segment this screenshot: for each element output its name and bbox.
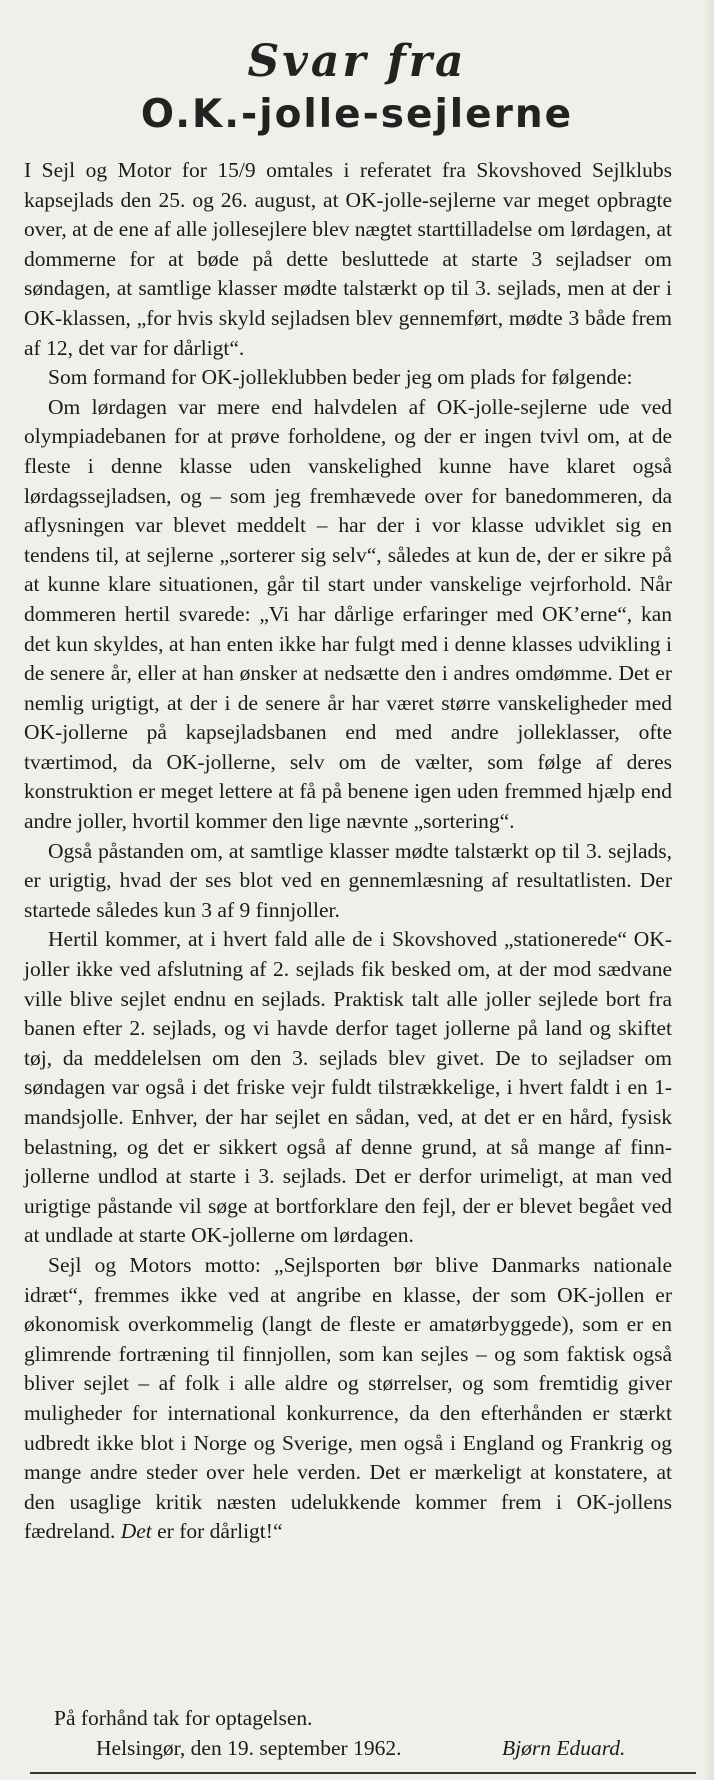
paragraph-4: Også påstanden om, at samtlige klasser mødte talstærkt op til 3. sejlads, er urigtig, hvad der ses blot ved en gennemlæsning af resultatlisten. Der startede således kun 3 af 9 finnjoller. (24, 838, 672, 922)
article-body (24, 156, 672, 1547)
paragraph-6-main: Sejl og Motors motto: „Sejlsporten bør blive Danmarks nationale idræt“, fremmes ikke ved at angribe en klasse, der som OK-jollen er økonomisk overkommelig (langt de fleste er amatørbyggede), som er en glimrende fortræning til finnjollen, som kan sejles – og som faktisk også bliver sejlet – af folk i alle aldre og størrelser, og som fremtidig giver muligheder for international konkurrence, da den efterhånden er stærkt udbredt ikke blot i Norge og Sverige, men også i England og Frankrig og mange andre steder over hele verden. Det er mærkeligt at konstatere, at den usaglige kritik næsten udelukkende kommer frem i OK-jollens fædreland. (24, 1252, 672, 1544)
paragraph-6 (24, 1251, 672, 1547)
paragraph-6-tail: er for dårligt!“ (151, 1519, 283, 1544)
signature: Bjørn Eduard. (502, 1736, 626, 1760)
bottom-divider (30, 1772, 696, 1774)
paragraph-6-italic: Det (120, 1519, 152, 1544)
place-date: Helsingør, den 19. september 1962. (96, 1736, 402, 1760)
paragraph-5: Hertil kommer, at i hvert fald alle de i Skovshoved „stationerede“ OK-joller ikke ved afslutning af 2. sejlads fik besked om, at der mod sædvane ville blive sejlet endnu en sejlads. Praktisk talt alle joller sejlede bort fra banen efter 2. sejlads, og vi havde derfor taget jollerne på land og skiftet tøj, da meddelelsen om den 3. sejlads blev givet. De to sejladser om søndagen var også i det friske vejr fuldt tilstrækkelige, i hvert faldt i en 1-mandsjolle. Enhver, der har sejlet en sådan, ved, at det er en hård, fysisk belastning, og det er sikkert også af denne grund, at så mange af finn-jollerne undlod at starte i 3. sejlads. Det er derfor urimeligt, at man ved urigtige påstande vil søge at bortforklare den fejl, der er blevet begået ved at undlade at starte OK-jollerne om lørdagen. (24, 927, 672, 1248)
paragraph-3: Om lørdagen var mere end halvdelen af OK-jolle-sejlerne ude ved olympiadebanen for at prøve forholdene, og der er ingen tvivl om, at de fleste i denne klasse uden vanskelighed kunne have klaret også lørdagssejladsen, og – som jeg fremhævede over for banedommeren, da aflysningen var blevet meddelt – har der i vor klasse udviklet sig en tendens til, at sejlerne „sorterer sig selv“, således at kun de, der er sikre på at kunne klare situationen, går til start under vanskelige vejrforhold. Når dommeren hertil svarede: „Vi har dårlige erfaringer med OK’erne“, kan det kun skyldes, at han enten ikke har fulgt med i denne klasses udvikling i de senere år, eller at han ønsker at nedsætte den i andres omdømme. Det er nemlig urigtigt, at der i de senere år har været større vanskeligheder med OK-jollerne på kapsejladsbanen end med andre jolleklasser, ofte tværtimod, da OK-jollerne, selv om de vælter, som følge af deres konstruktion er meget lettere at få på benene igen uden fremmed hjælp end andre joller, hvortil kommer den lige nævnte „sortering“. (24, 394, 672, 834)
article-heading-line2: O.K.-jolle-sejlerne (140, 92, 574, 137)
paragraph-1: I Sejl og Motor for 15/9 omtales i referatet fra Skovshoved Sejlklubs kapsejlads den 25. og 26. august, at OK-jolle-sejlerne var meget opbragte over, at de ene af alle jollesejlere blev nægtet starttilladelse om lørdagen, at dommerne for at bøde på dette besluttede at starte 3 sejladser om søndagen, at samtlige klasser mødte talstærkt op til 3. sejlads, men at der i OK-klassen, „for hvis skyld sejladsen blev gennemført, mødte 3 både frem af 12, det var for dårligt“. (24, 158, 672, 360)
page-edge-shadow (702, 0, 714, 1780)
paragraph-2: Som formand for OK-jolleklubben beder jeg om plads for følgende: (48, 365, 633, 390)
article-heading-line1: Svar fra (247, 36, 467, 87)
closing-line: På forhånd tak for optagelsen. (54, 1706, 313, 1730)
